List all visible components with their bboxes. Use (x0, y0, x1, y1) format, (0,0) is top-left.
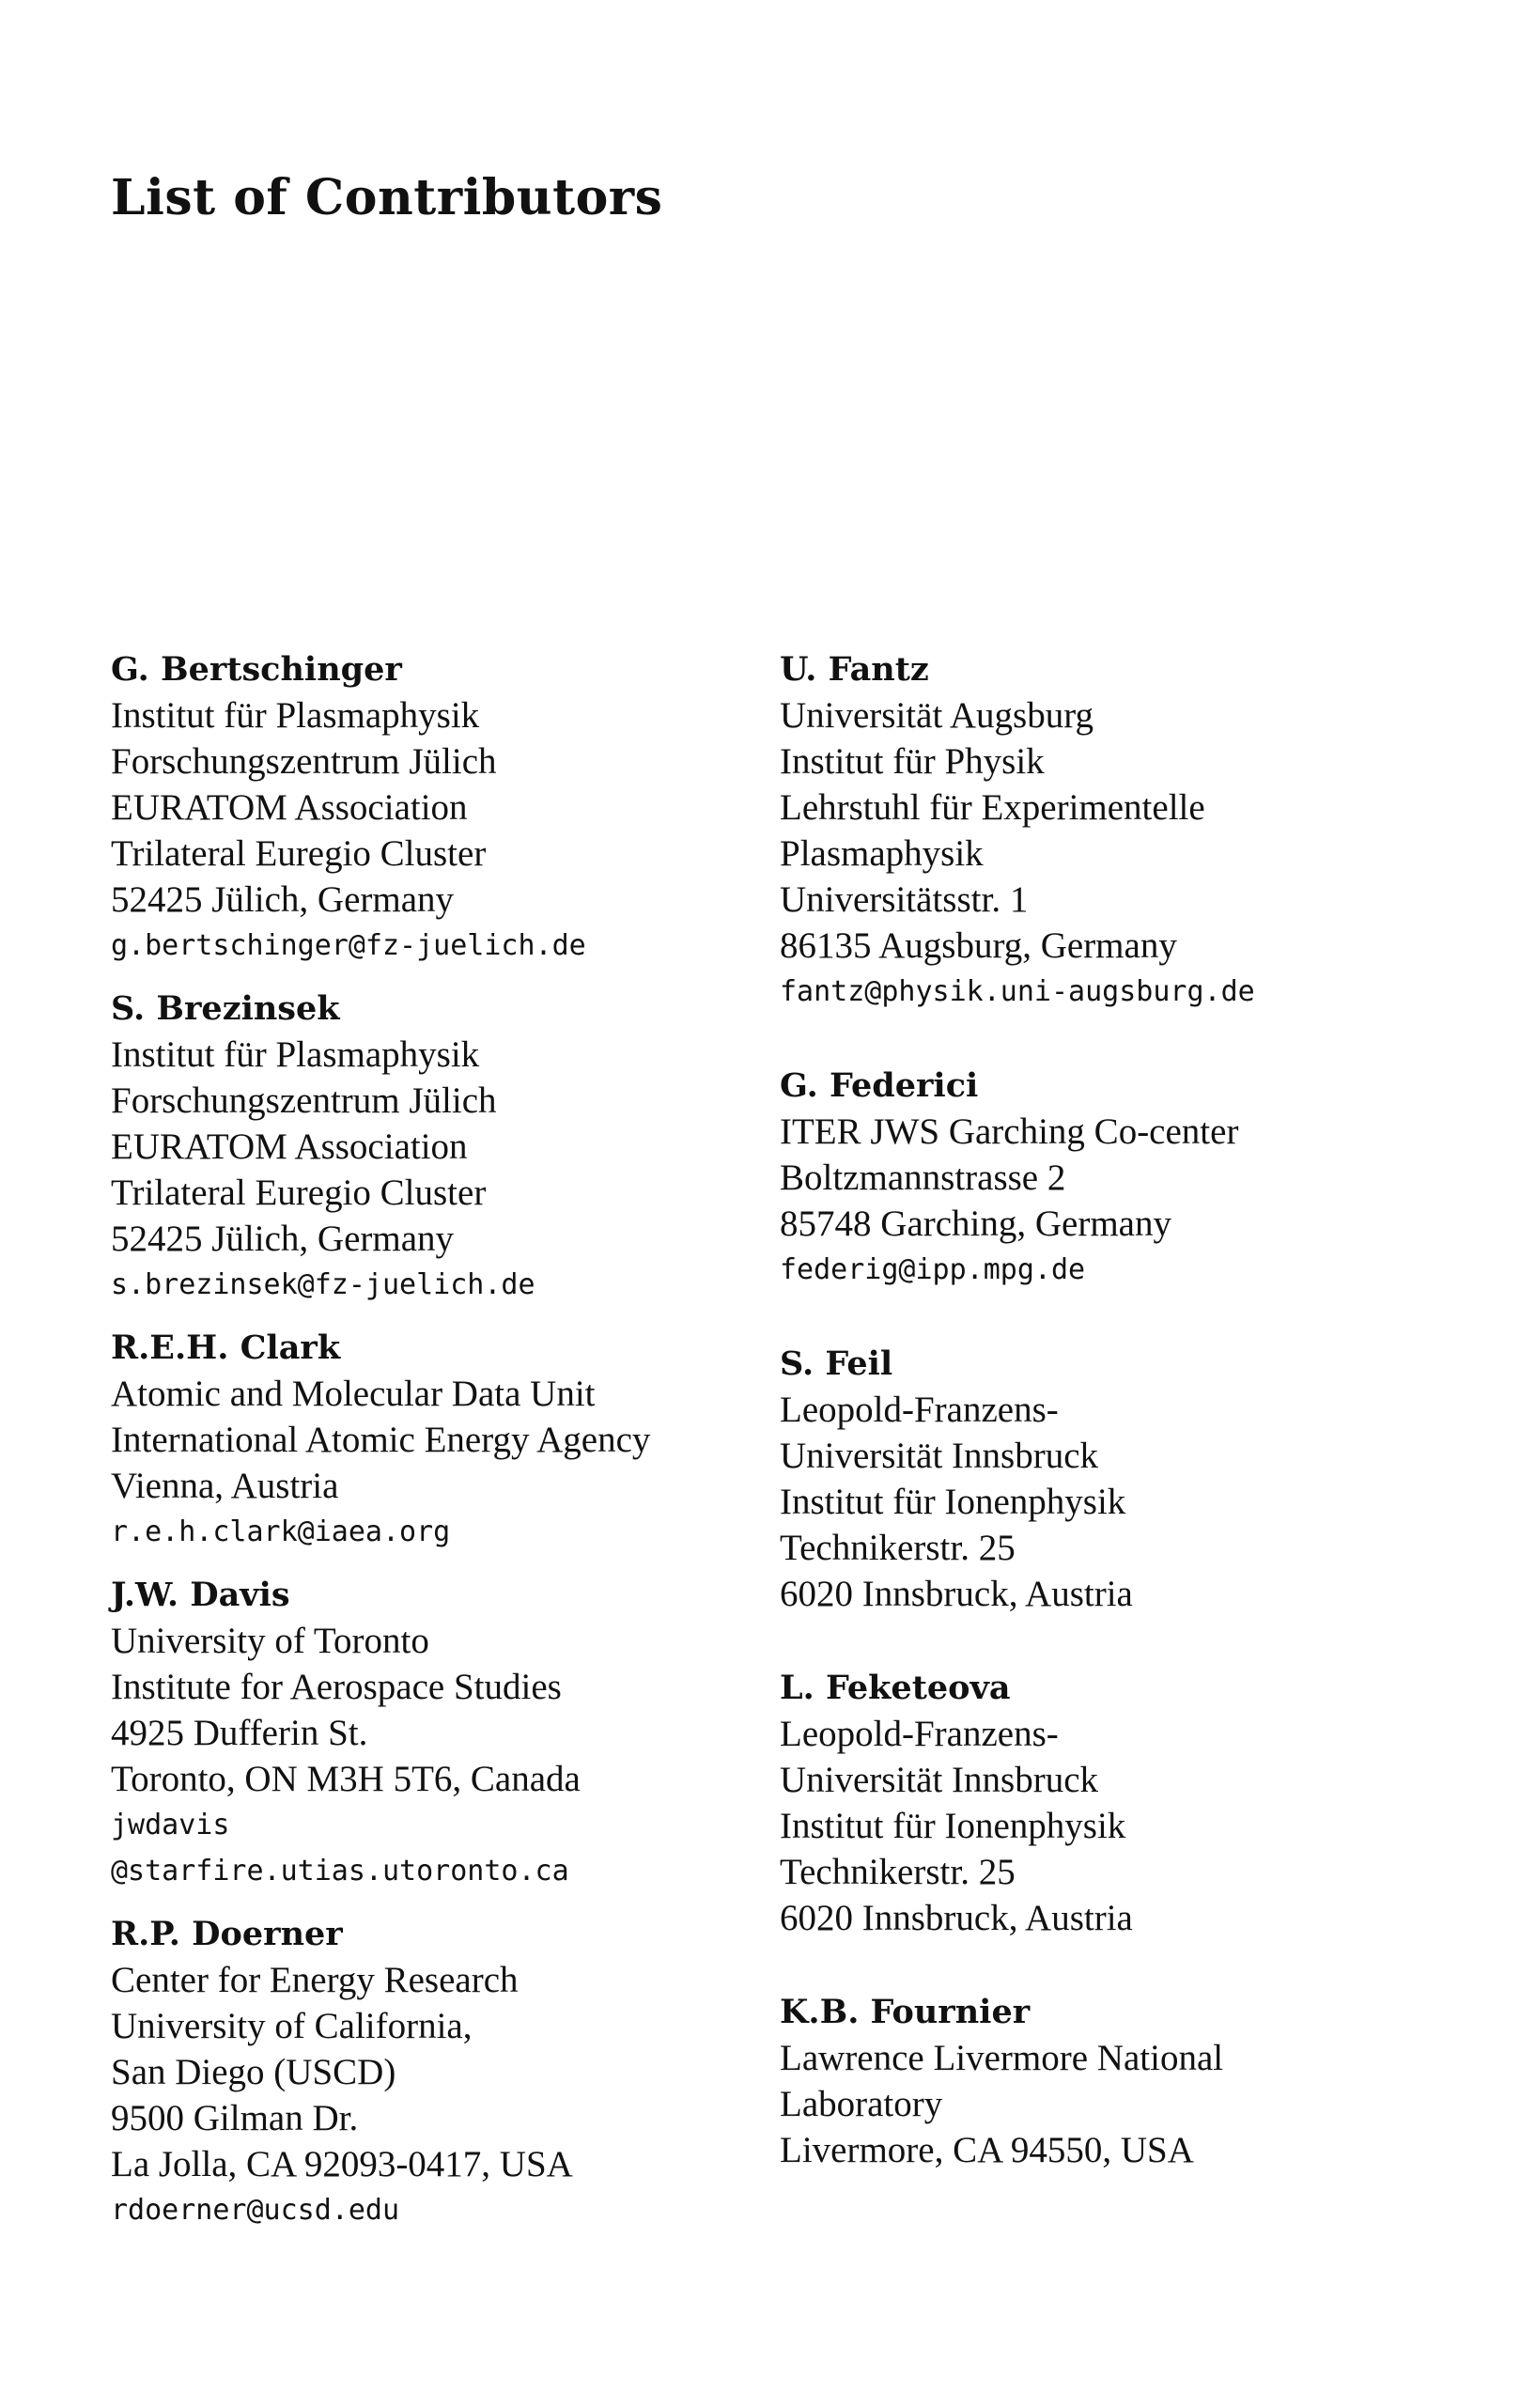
contributor-address-line: Institut für Physik (780, 741, 1045, 782)
contributor-email: r.e.h.clark@iaea.org (111, 1515, 451, 1548)
contributors-right-column (780, 646, 1494, 2221)
contributor-email: g.bertschinger@fz-juelich.de (111, 929, 586, 962)
contributor-address-line: Universität Innsbruck (780, 1436, 1099, 1476)
page-title: List of Contributors (111, 169, 663, 226)
contributor-address-line: Institut für Ionenphysik (780, 1806, 1126, 1846)
contributor-address-line: Boltzmannstrasse 2 (780, 1157, 1066, 1198)
contributor-address-line: Technikerstr. 25 (780, 1852, 1016, 1892)
contributor-address-line: EURATOM Association (111, 787, 468, 828)
contributor-email: fantz@physik.uni-augsburg.de (780, 975, 1255, 1008)
contributor-address-line: Laboratory (780, 2084, 943, 2124)
contributor-entry (780, 646, 1494, 1015)
contributor-address-line: 85748 Garching, Germany (780, 1204, 1171, 1244)
contributor-address-line: La Jolla, CA 92093-0417, USA (111, 2144, 573, 2184)
contributor-address-line: Toronto, ON M3H 5T6, Canada (111, 1759, 581, 1799)
contributor-address-line: Livermore, CA 94550, USA (780, 2130, 1194, 2170)
contributor-email: rdoerner@ucsd.edu (111, 2194, 400, 2227)
contributor-address-line: University of California, (111, 2006, 473, 2046)
contributor-address-line: International Atomic Energy Agency (111, 1420, 651, 1460)
contributor-entry (780, 1063, 1494, 1293)
contributor-entry (111, 646, 768, 969)
contributor-email: jwdavis (111, 1809, 230, 1841)
contributor-entry (780, 1341, 1494, 1617)
contributor-name: G. Bertschinger (111, 650, 402, 689)
contributor-entry (111, 986, 768, 1308)
contributor-address-line: Technikerstr. 25 (780, 1528, 1016, 1568)
contributor-entry (111, 1325, 768, 1555)
contributor-address-line: Forschungszentrum Jülich (111, 741, 497, 782)
contributor-name: J.W. Davis (111, 1576, 290, 1614)
contributor-address-line: 4925 Dufferin St. (111, 1713, 368, 1753)
contributor-address-line: ITER JWS Garching Co-center (780, 1111, 1239, 1152)
contributor-name: S. Feil (780, 1344, 893, 1383)
contributor-entry (111, 1911, 768, 2233)
contributor-entry (111, 1572, 768, 1894)
contributor-entry (780, 1665, 1494, 1941)
contributor-address-line: 6020 Innsbruck, Austria (780, 1574, 1133, 1614)
contributor-address-line: Institute for Aerospace Studies (111, 1667, 562, 1707)
contributor-address-line: Center for Energy Research (111, 1960, 519, 2000)
contributor-name: S. Brezinsek (111, 989, 340, 1028)
contributor-address-line: Universitätsstr. 1 (780, 879, 1029, 920)
contributor-address-line: Plasmaphysik (780, 833, 984, 874)
contributor-address-line: EURATOM Association (111, 1126, 468, 1167)
contributor-email: @starfire.utias.utoronto.ca (111, 1855, 569, 1888)
contributor-address-line: Lawrence Livermore National (780, 2038, 1224, 2078)
contributor-address-line: San Diego (USCD) (111, 2052, 396, 2092)
contributor-address-line: Leopold-Franzens- (780, 1714, 1059, 1754)
contributor-address-line: 52425 Jülich, Germany (111, 879, 455, 920)
contributor-address-line: 86135 Augsburg, Germany (780, 925, 1177, 966)
contributor-address-line: Universität Augsburg (780, 695, 1094, 736)
contributor-address-line: Lehrstuhl für Experimentelle (780, 787, 1205, 828)
contributor-name: L. Feketeova (780, 1669, 1011, 1707)
contributor-address-line: Leopold-Franzens- (780, 1390, 1059, 1430)
contributor-address-line: Universität Innsbruck (780, 1760, 1099, 1800)
contributor-name: K.B. Fournier (780, 1993, 1031, 2031)
contributor-address-line: Trilateral Euregio Cluster (111, 833, 487, 874)
contributor-email: s.brezinsek@fz-juelich.de (111, 1268, 535, 1301)
contributor-name: R.E.H. Clark (111, 1328, 341, 1367)
contributor-address-line: Trilateral Euregio Cluster (111, 1173, 487, 1213)
contributor-address-line: Institut für Plasmaphysik (111, 695, 480, 736)
contributor-address-line: Vienna, Austria (111, 1466, 339, 1506)
contributor-address-line: Institut für Ionenphysik (780, 1482, 1126, 1522)
contributor-address-line: 9500 Gilman Dr. (111, 2098, 359, 2138)
contributor-name: G. Federici (780, 1066, 979, 1105)
contributor-address-line: 6020 Innsbruck, Austria (780, 1898, 1133, 1938)
contributor-email: federig@ipp.mpg.de (780, 1253, 1086, 1286)
contributor-address-line: Forschungszentrum Jülich (111, 1080, 497, 1121)
contributor-entry (780, 1989, 1494, 2173)
contributor-address-line: Institut für Plasmaphysik (111, 1034, 480, 1075)
contributor-address-line: University of Toronto (111, 1621, 429, 1661)
contributor-address-line: 52425 Jülich, Germany (111, 1219, 455, 1259)
contributor-address-line: Atomic and Molecular Data Unit (111, 1374, 596, 1414)
contributor-name: R.P. Doerner (111, 1915, 343, 1953)
contributor-name: U. Fantz (780, 650, 929, 689)
contributors-left-column (111, 646, 768, 2250)
